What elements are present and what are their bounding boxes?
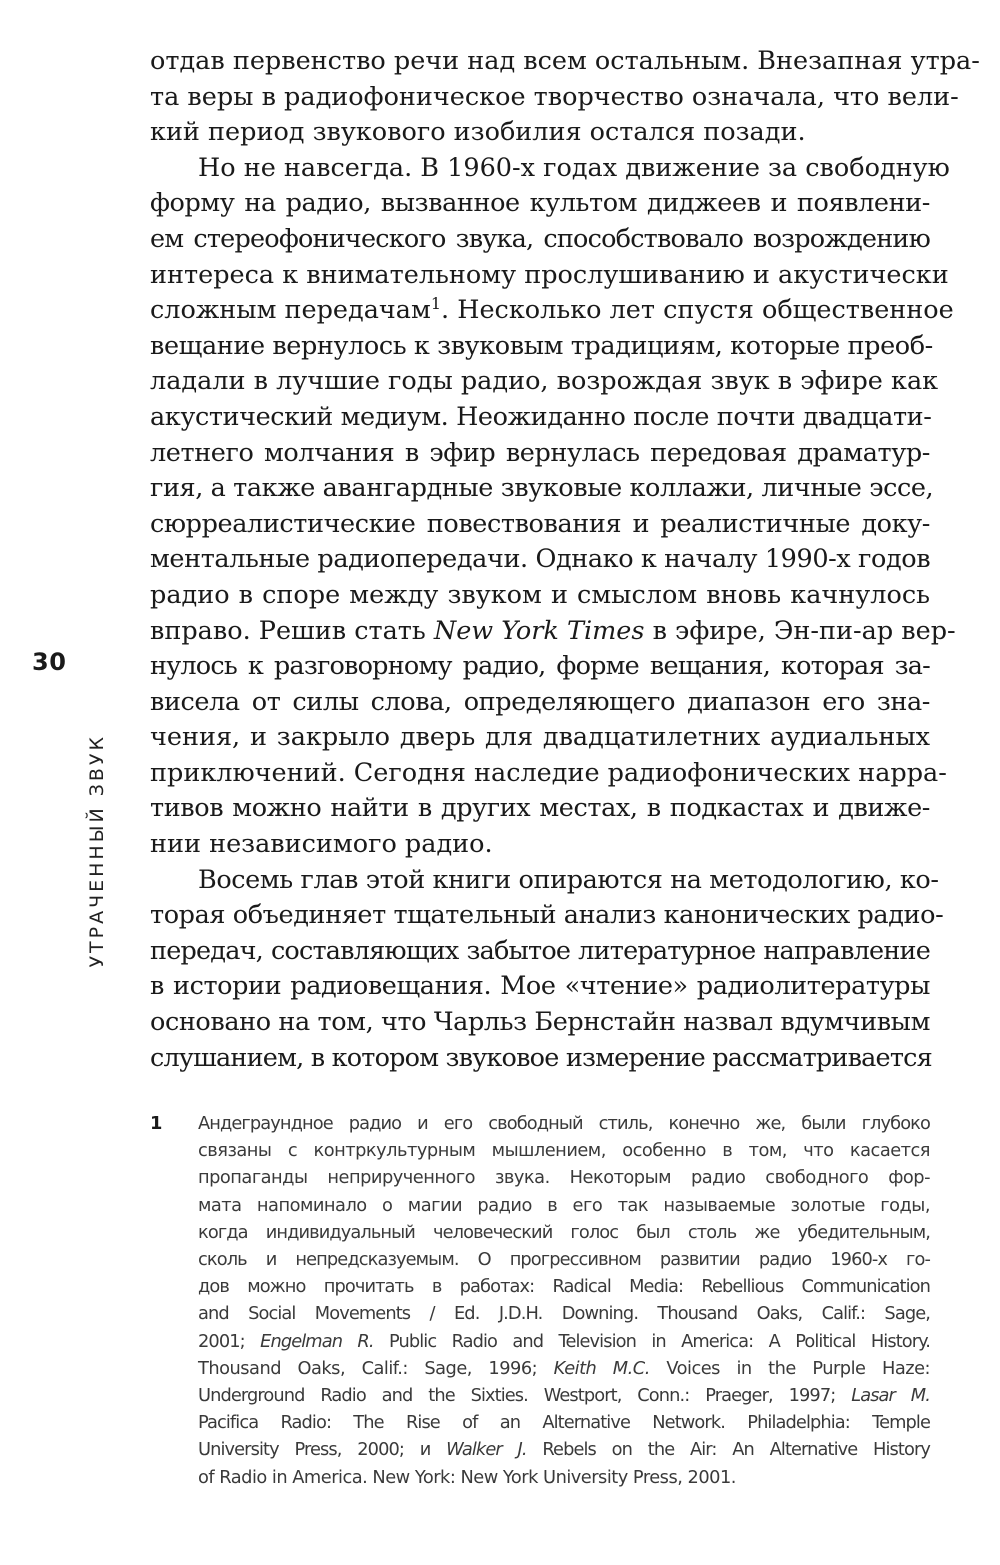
text-line: летнего молчания в эфир вернулась передовая драматур-	[150, 437, 930, 468]
text-line: нулось к разговорному радио, форме вещания, которая за-	[150, 651, 930, 682]
footnote-line: пропаганды неприрученного звука. Некоторым радио свободного фор-	[198, 1167, 930, 1189]
text-fragment: Public Radio and Television in America: A Political History.	[373, 1330, 931, 1352]
footnote-number: 1	[150, 1113, 163, 1134]
paragraph	[150, 863, 944, 1077]
text-line: вещание вернулось к звуковым традициям, которые преоб-	[150, 330, 933, 361]
text-line: Восемь глав этой книги опираются на методологию, ко-	[198, 864, 939, 895]
author-name: Walker J.	[446, 1439, 527, 1461]
text-line	[150, 614, 956, 650]
footnote-line: and Social Movements / Ed. J.D.H. Downing. Thousand Oaks, Calif.: Sage,	[198, 1303, 930, 1325]
footnote-line	[198, 1382, 930, 1409]
text-line: основано на том, что Чарльз Бернстайн назвал вдумчивым	[150, 1007, 931, 1038]
text-line: ментальные радиопередачи. Однако к началу 1990-х годов	[150, 544, 931, 575]
footnote-body	[198, 1110, 930, 1491]
footnote-line: Андеграундное радио и его свободный стиль, конечно же, были глубоко	[198, 1113, 930, 1134]
footnote-line	[198, 1328, 930, 1355]
author-name: Lasar M.	[851, 1385, 930, 1407]
text-fragment: 2001;	[198, 1330, 261, 1352]
text-line: Но не навсегда. В 1960-х годах движение за свободную	[198, 152, 950, 183]
footnote-line: мата напоминало о магии радио в его так называемые золотые годы,	[198, 1194, 930, 1216]
text-fragment: Rebels on the Air: An Alternative History	[526, 1439, 931, 1461]
footnote-line	[198, 1355, 930, 1382]
italic-title: New York Times	[433, 615, 645, 646]
text-fragment: вправо. Решив стать	[150, 615, 434, 646]
page-number: 30	[32, 648, 67, 676]
text-fragment: в эфире, Эн-пи-ар вер-	[644, 615, 956, 646]
paragraph	[150, 44, 980, 151]
text-line: интереса к внимательному прослушиванию и акустически	[150, 259, 949, 290]
text-line: отдав первенство речи над всем остальным. Внезапная утра-	[150, 46, 980, 76]
text-line: висела от силы слова, определяющего диапазон его зна-	[150, 686, 930, 717]
footnote-line: когда индивидуальный человеческий голос был столь же убедительным,	[198, 1221, 930, 1243]
footnote-line: связаны с контркультурным мышлением, особенно в том, что касается	[198, 1140, 930, 1162]
footnote-line: Pacifica Radio: The Rise of an Alternative Network. Philadelphia: Temple	[198, 1412, 930, 1434]
text-fragment: . Несколько лет спустя общественное	[441, 295, 954, 326]
running-head: УТРАЧЕННЫЙ ЗВУК	[86, 734, 108, 968]
text-line: гия, а также авангардные звуковые коллажи, личные эссе,	[150, 473, 934, 504]
footnote-line: дов можно прочитать в работах: Radical Media: Rebellious Communication	[198, 1276, 930, 1298]
text-line: чения, и закрыло дверь для двадцатилетних аудиальных	[150, 722, 930, 753]
text-line: торая объединяет тщательный анализ канонических радио-	[150, 900, 944, 931]
author-name: Engelman R.	[260, 1330, 374, 1352]
footnote-line: of Radio in America. New York: New York University Press, 2001.	[198, 1466, 736, 1488]
text-line: тивов можно найти в других местах, в подкастах и движе-	[150, 793, 930, 824]
footnote-marker[interactable]: 1	[430, 294, 442, 314]
text-fragment: сложным передачам	[150, 295, 431, 326]
paragraph	[150, 151, 956, 863]
author-name: Keith M.C.	[553, 1357, 650, 1379]
text-line: сюрреалистические повествования и реалистичные доку-	[150, 508, 930, 539]
text-fragment: Thousand Oaks, Calif.: Sage, 1996;	[198, 1357, 554, 1379]
text-line: ем стереофонического звука, способствовало возрождению	[150, 223, 930, 254]
text-line: кий период звукового изобилия остался позади.	[150, 117, 806, 148]
text-line: форму на радио, вызванное культом диджеев и появлени-	[150, 188, 930, 219]
footnote-line: сколь и непредсказуемым. О прогрессивном развитии радио 1960-х го-	[198, 1249, 930, 1271]
text-line: акустический медиум. Неожиданно после почти двадцати-	[150, 401, 932, 432]
text-line: передач, составляющих забытое литературное направление	[150, 935, 930, 966]
text-fragment: Underground Radio and the Sixties. Westport, Conn.: Praeger, 1997;	[198, 1385, 852, 1407]
text-line: радио в споре между звуком и смыслом вновь качнулось	[150, 579, 930, 610]
text-line: приключений. Сегодня наследие радиофонических нарра-	[150, 757, 947, 788]
text-fragment: University Press, 2000; и	[198, 1439, 447, 1461]
text-line: в истории радиовещания. Мое «чтение» радиолитературы	[150, 971, 930, 1002]
text-line: та веры в радиофоническое творчество означала, что вели-	[150, 81, 959, 112]
main-text	[150, 44, 980, 1076]
text-line	[150, 293, 954, 329]
text-line: нии независимого радио.	[150, 829, 493, 860]
text-line: слушанием, в котором звуковое измерение рассматривается	[150, 1042, 932, 1073]
text-fragment: Voices in the Purple Haze:	[649, 1357, 930, 1379]
text-line: ладали в лучшие годы радио, возрождая звук в эфире как	[150, 366, 939, 397]
footnote-line	[198, 1436, 930, 1463]
